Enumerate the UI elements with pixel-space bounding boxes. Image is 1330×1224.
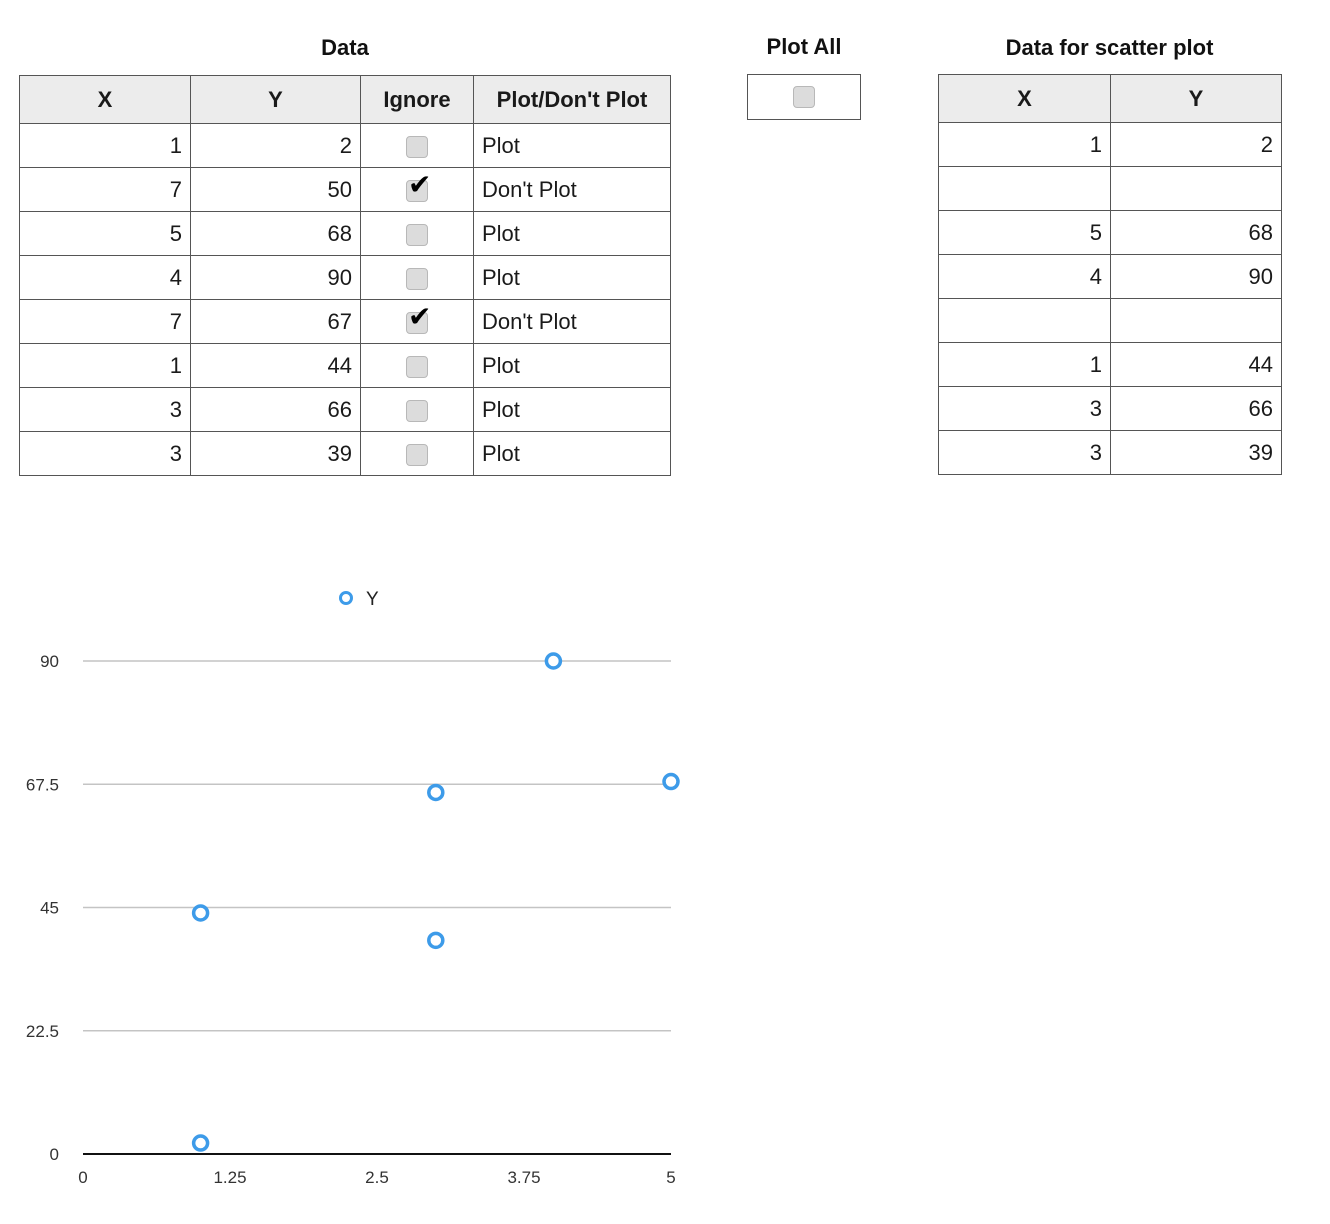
table-row (939, 299, 1282, 343)
cell-x: 3 (20, 388, 191, 432)
cell-y (1111, 167, 1282, 211)
cell-plot-status: Plot (474, 256, 671, 300)
x-tick-label: 1.25 (213, 1168, 247, 1187)
ignore-checkbox[interactable] (406, 136, 428, 158)
data-table (19, 75, 671, 476)
column-header-y: Y (1111, 75, 1282, 123)
y-tick-label: 90 (40, 652, 59, 671)
cell-x: 3 (939, 387, 1111, 431)
cell-x: 5 (939, 211, 1111, 255)
cell-plot-status: Don't Plot (474, 300, 671, 344)
table-row (20, 124, 671, 168)
table-row (20, 432, 671, 476)
cell-y: 67 (191, 300, 361, 344)
cell-x: 3 (939, 431, 1111, 475)
cell-y: 66 (1111, 387, 1282, 431)
data-table-header-row (20, 76, 671, 124)
cell-y: 39 (191, 432, 361, 476)
data-point (429, 785, 443, 799)
x-tick-label: 3.75 (507, 1168, 541, 1187)
data-point (546, 654, 560, 668)
cell-x: 5 (20, 212, 191, 256)
cell-plot-status: Plot (474, 388, 671, 432)
cell-plot-status: Don't Plot (474, 168, 671, 212)
cell-ignore (361, 168, 474, 212)
cell-plot-status: Plot (474, 124, 671, 168)
cell-y: 90 (191, 256, 361, 300)
data-point (429, 933, 443, 947)
scatter-table-title: Data for scatter plot (1005, 35, 1214, 60)
cell-x (939, 299, 1111, 343)
cell-y: 90 (1111, 255, 1282, 299)
table-row (939, 387, 1282, 431)
cell-x: 4 (939, 255, 1111, 299)
column-header-x: X (939, 75, 1111, 123)
cell-y: 68 (191, 212, 361, 256)
ignore-checkbox[interactable] (406, 168, 432, 202)
table-row (20, 388, 671, 432)
cell-x: 4 (20, 256, 191, 300)
legend-label: Y (366, 589, 379, 610)
table-row (20, 300, 671, 344)
cell-plot-status: Plot (474, 212, 671, 256)
column-header-ignore: Ignore (361, 76, 474, 124)
ignore-checkbox[interactable] (406, 268, 428, 290)
plot-all-cell (747, 74, 861, 120)
table-row (939, 167, 1282, 211)
y-tick-label: 0 (49, 1145, 59, 1164)
data-point (664, 775, 678, 789)
x-tick-label: 5 (666, 1168, 676, 1187)
table-row (939, 255, 1282, 299)
table-row (939, 343, 1282, 387)
cell-y: 44 (191, 344, 361, 388)
x-tick-label: 2.5 (365, 1168, 389, 1187)
cell-y: 2 (191, 124, 361, 168)
table-row (20, 168, 671, 212)
cell-y: 2 (1111, 123, 1282, 167)
cell-y (1111, 299, 1282, 343)
legend-marker (341, 593, 352, 604)
cell-x: 7 (20, 300, 191, 344)
column-header-x: X (20, 76, 191, 124)
column-header-y: Y (191, 76, 361, 124)
cell-y: 44 (1111, 343, 1282, 387)
column-header-plot-status: Plot/Don't Plot (474, 76, 671, 124)
cell-y: 39 (1111, 431, 1282, 475)
checkmark-icon: ✔ (408, 168, 432, 200)
cell-x: 1 (939, 123, 1111, 167)
cell-ignore (361, 256, 474, 300)
data-point (194, 906, 208, 920)
ignore-checkbox[interactable] (406, 356, 428, 378)
x-tick-label: 0 (78, 1168, 88, 1187)
table-row (939, 123, 1282, 167)
y-tick-label: 67.5 (25, 775, 59, 795)
cell-ignore (361, 432, 474, 476)
cell-x: 7 (20, 168, 191, 212)
data-point (194, 1136, 208, 1150)
cell-x: 3 (20, 432, 191, 476)
cell-ignore (361, 344, 474, 388)
table-row (939, 211, 1282, 255)
cell-y: 66 (191, 388, 361, 432)
cell-ignore (361, 388, 474, 432)
cell-x: 1 (20, 124, 191, 168)
table-row (939, 431, 1282, 475)
cell-ignore (361, 124, 474, 168)
cell-plot-status: Plot (474, 432, 671, 476)
ignore-checkbox[interactable] (406, 400, 428, 422)
y-tick-label: 45 (40, 898, 59, 918)
table-row (20, 256, 671, 300)
scatter-data-table (938, 74, 1282, 475)
cell-ignore (361, 212, 474, 256)
cell-x: 1 (20, 344, 191, 388)
cell-x (939, 167, 1111, 211)
cell-y: 50 (191, 168, 361, 212)
cell-ignore (361, 300, 474, 344)
checkmark-icon: ✔ (408, 300, 432, 332)
cell-plot-status: Plot (474, 344, 671, 388)
data-table-title: Data (321, 35, 369, 60)
plot-all-checkbox[interactable] (793, 86, 815, 108)
cell-y: 68 (1111, 211, 1282, 255)
ignore-checkbox[interactable] (406, 300, 432, 334)
y-tick-label: 22.5 (25, 1021, 59, 1041)
ignore-checkbox[interactable] (406, 224, 428, 246)
scatter-table-header-row (939, 75, 1282, 123)
ignore-checkbox[interactable] (406, 444, 428, 466)
table-row (20, 212, 671, 256)
table-row (20, 344, 671, 388)
plot-all-label: Plot All (766, 34, 842, 59)
cell-x: 1 (939, 343, 1111, 387)
